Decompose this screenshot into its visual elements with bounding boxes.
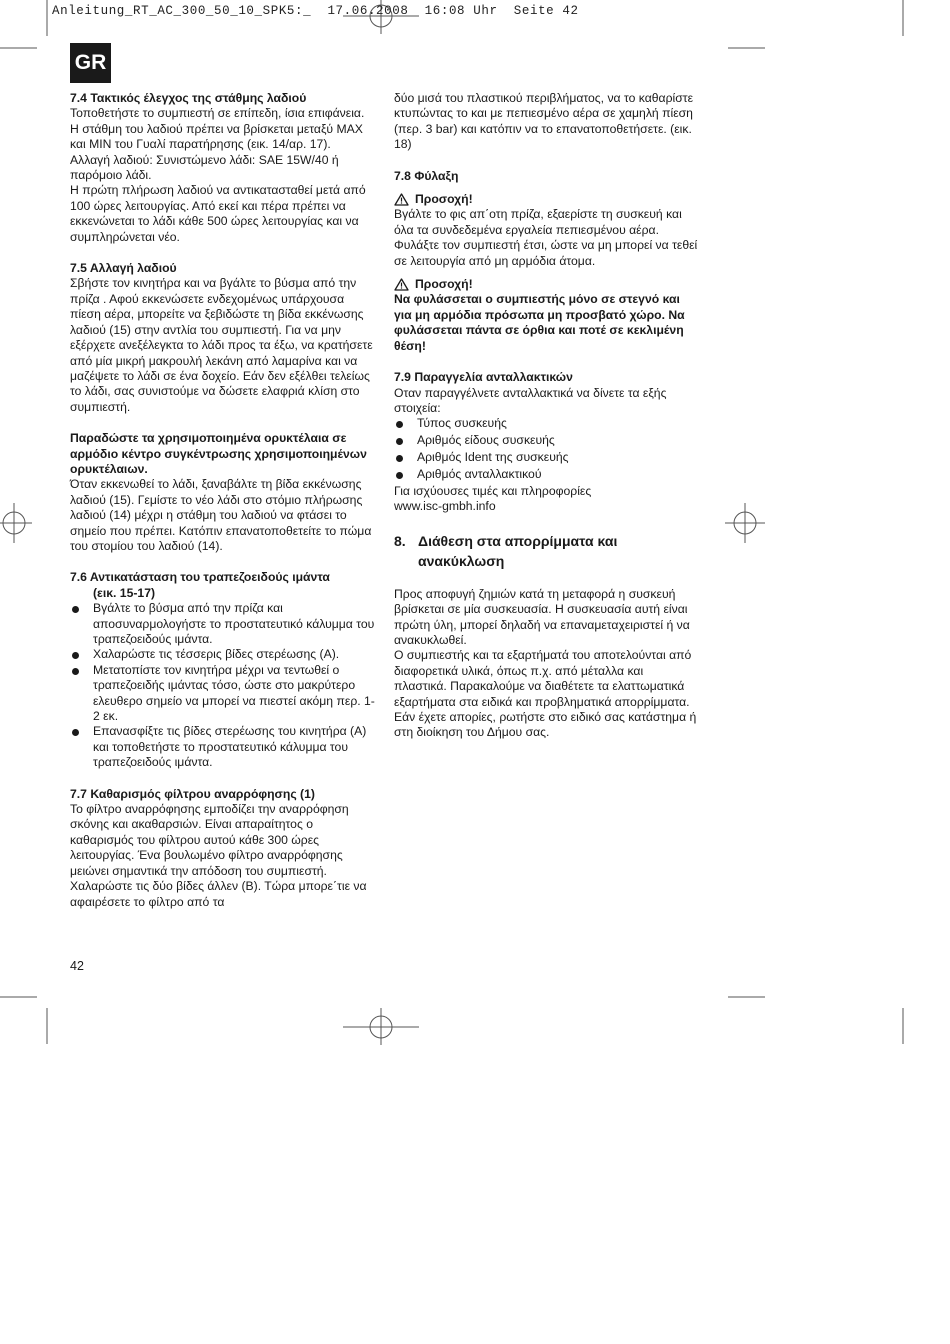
paragraph: Όταν εκκενωθεί το λάδι, ξαναβάλτε τη βίδα εκκένωσης λαδιού (15). Γεμίστε το νέο λάδι στο στόμιο πλήρωσης λαδιού (14) μέχρι η στάθμη του λαδιού να φτάσει το σημείο που πρέπει. Κατόπιν επανατοποθετείτε το πώμα του στομίου του λαδιού (14). [70,477,372,553]
right-column [394,91,699,741]
list-item: Αριθμός είδους συσκευής [394,433,699,448]
paragraph: Οταν παραγγέλνετε ανταλλακτικά να δίνετε τα εξής στοιχεία: [394,385,667,415]
warning-text: Προσοχή! [415,192,473,207]
page-number: 42 [70,959,84,973]
paragraph: δύο μισά του πλαστικού περιβλήματος, να το καθαρίστε κτυπώντας το και με πεπιεσμένο αέρα σε χαμηλή πίεση (περ. 3 bar) και κατόπιν να το επανατοποθετήσετε. (εικ. 18) [394,91,694,152]
warning-label [394,277,699,292]
paragraph: Η πρώτη πλήρωση λαδιού να αντικατασταθεί μετά από 100 ώρες λειτουργίας. Από εκεί και πέρα πρέπει να εκκενώνεται το λάδι κάθε 500 ώρες λειτουργίας και να συμπληρώνεται νέο. [70,183,366,244]
paragraph: Βγάλτε το φις απ΄οτη πρίζα, εξαερίστε τη συσκευή και όλα τα συνδεδεμένα εργαλεία πεπιεσμένου αέρα. Φυλάξτε τον συμπιεστή έτσι, ώστε να μη μπορεί να τεθεί σε λειτουργία από μη αρμόδια άτομα. [394,207,698,268]
section-title: 7.8 Φύλαξη [394,168,459,183]
paragraph: Σβήστε τον κινητήρα και να βγάλτε το βύσμα από την πρίζα . Αφού εκκενώσετε ενδεχομένως υπάρχουσα πίεση αέρα, μπορείτε να ξεβιδώστε τη βίδα εκκένωσης λαδιού (15) στην αντλία του συμπιεστή. Για να μην εξέρχετε ανεξέλεγκτα το λάδι προς τα έξω, να κρατήσετε από μία μικρή μακρουλή λεκάνη από λαμαρίνα και να μαζέψετε το λάδι σε ένα δοχείο. Εάν δεν εξέλθει τελείως το λάδι, σας συνιστούμε να δώσετε ελαφριά κλίση στο συμπιεστή. [70,276,373,414]
website-url: www.isc-gmbh.info [394,499,496,514]
warning-triangle-icon [394,278,409,291]
warning-label [394,192,699,207]
section-title: 7.6 Αντικατάσταση του τραπεζοειδούς ιμάντα [70,570,330,585]
list-item: Αριθμός Ident της συσκευής [394,450,699,465]
list-item: Βγάλτε το βύσμα από την πρίζα και αποσυναρμολογήστε το προστατευτικό κάλυμμα του τραπεζοειδούς ιμάντα. [70,601,375,647]
bullet-list [394,416,699,482]
paragraph: Τοποθετήστε το συμπιεστή σε επίπεδη, ίσια επιφάνεια. Η στάθμη του λαδιού πρέπει να βρίσκεται μεταξύ MAX και MIN του Γυαλί παρατήρησης (εικ. 14/αρ. 17). [70,106,365,152]
left-column [70,91,375,910]
list-item: Τύπος συσκευής [394,416,699,431]
list-item: Μετατοπίστε τον κινητήρα μέχρι να τεντωθεί ο τραπεζοειδής ιμάντας τόσο, ώστε στο μακρύτερο ελευθερο σημείο να μπορεί να πιεστεί ακόμη περ. 1-2 εκ. [70,663,375,725]
language-badge: GR [70,43,111,83]
paragraph: Ο συμπιεστής και τα εξαρτήματά του αποτελούνται από διαφορετικά υλικά, όπως π.χ. από μέταλλα και πλαστικά. Παρακαλούμε να διαθέτετε τα ελαττωματικά εξαρτήματα στα ειδικά και προβληματικά απορρίμματα. Εάν έχετε απορίες, ρωτήστε στο ειδικό σας κατάστημα ή στη διοίκηση του Δήμου σας. [394,648,697,740]
bold-warning-paragraph: Να φυλάσσεται ο συμπιεστής μόνο σε στεγνό και για μη αρμόδια πρόσωπα μη προσβατό χώρο. Να φυλάσσεται πάντα σε όρθια και ποτέ σε κεκλιμένη θέση! [394,292,685,353]
paragraph: Προς αποφυγή ζημιών κατά τη μεταφορά η συσκευή βρίσκεται σε μία συσκευασία. Η συσκευασία αυτή είναι πρώτη ύλη, μπορεί δηλαδή να επαναμεταχειριστεί ή να ανακυκλωθεί. [394,586,690,647]
paragraph: Αλλαγή λαδιού: Συνιστώμενο λάδι: SAE 15W/40 ή παρόμοιο λάδι. [70,152,339,183]
bullet-list [70,601,375,770]
paragraph: Για ισχύουσες τιμές και πληροφορίες [394,483,592,498]
section-title: 7.9 Παραγγελία ανταλλακτικών [394,370,573,385]
paragraph: Το φίλτρο αναρρόφησης εμποδίζει την αναρρόφηση σκόνης και ακαθαρσιών. Είναι απαραίτητος ο καθαρισμός του φίλτρου αυτού κάθε 300 ώρες λειτουργίας. Ένα βουλωμένο φίλτρο αναρρόφησης μειώνει σημαντικά την απόδοση του συμπιεστή. Χαλαρώστε τις δύο βίδες άλλεν (Β). Τώρα μπορε΄τιε να αφαιρέσετε το φίλτρο από τα [70,802,367,909]
list-item: Επανασφίξτε τις βίδες στερέωσης του κινητήρα (Α) και τοποθετήστε το προστατευτικό κάλυμμα του τραπεζοειδούς ιμάντα. [70,724,375,770]
print-slug: Anleitung_RT_AC_300_50_10_SPK5:_ 17.06.2008 16:08 Uhr Seite 42 [52,4,579,18]
section-title-figref: (εικ. 15-17) [93,585,156,600]
list-item: Χαλαρώστε τις τέσσερις βίδες στερέωσης (Α). [70,647,375,662]
section-title: 7.5 Αλλαγή λαδιού [70,261,177,276]
bold-note: Παραδώστε τα χρησιμοποιημένα ορυκτέλαια σε αρμόδιο κέντρο συγκέντρωσης χρησιμοποιημένων ορυκτέλαιων. [70,431,367,476]
chapter-number: 8. [394,532,406,549]
section-title: 7.7 Καθαρισμός φίλτρου αναρρόφησης (1) [70,786,315,801]
chapter-title-line: ανακύκλωση [418,552,505,569]
warning-text: Προσοχή! [415,277,473,292]
list-item: Αριθμός ανταλλακτικού [394,467,699,482]
warning-triangle-icon [394,193,409,206]
section-title: 7.4 Τακτικός έλεγχος της στάθμης λαδιού [70,91,307,105]
chapter-heading [394,531,699,571]
chapter-title-line: Διάθεση στα απορρίμματα και [418,532,618,549]
